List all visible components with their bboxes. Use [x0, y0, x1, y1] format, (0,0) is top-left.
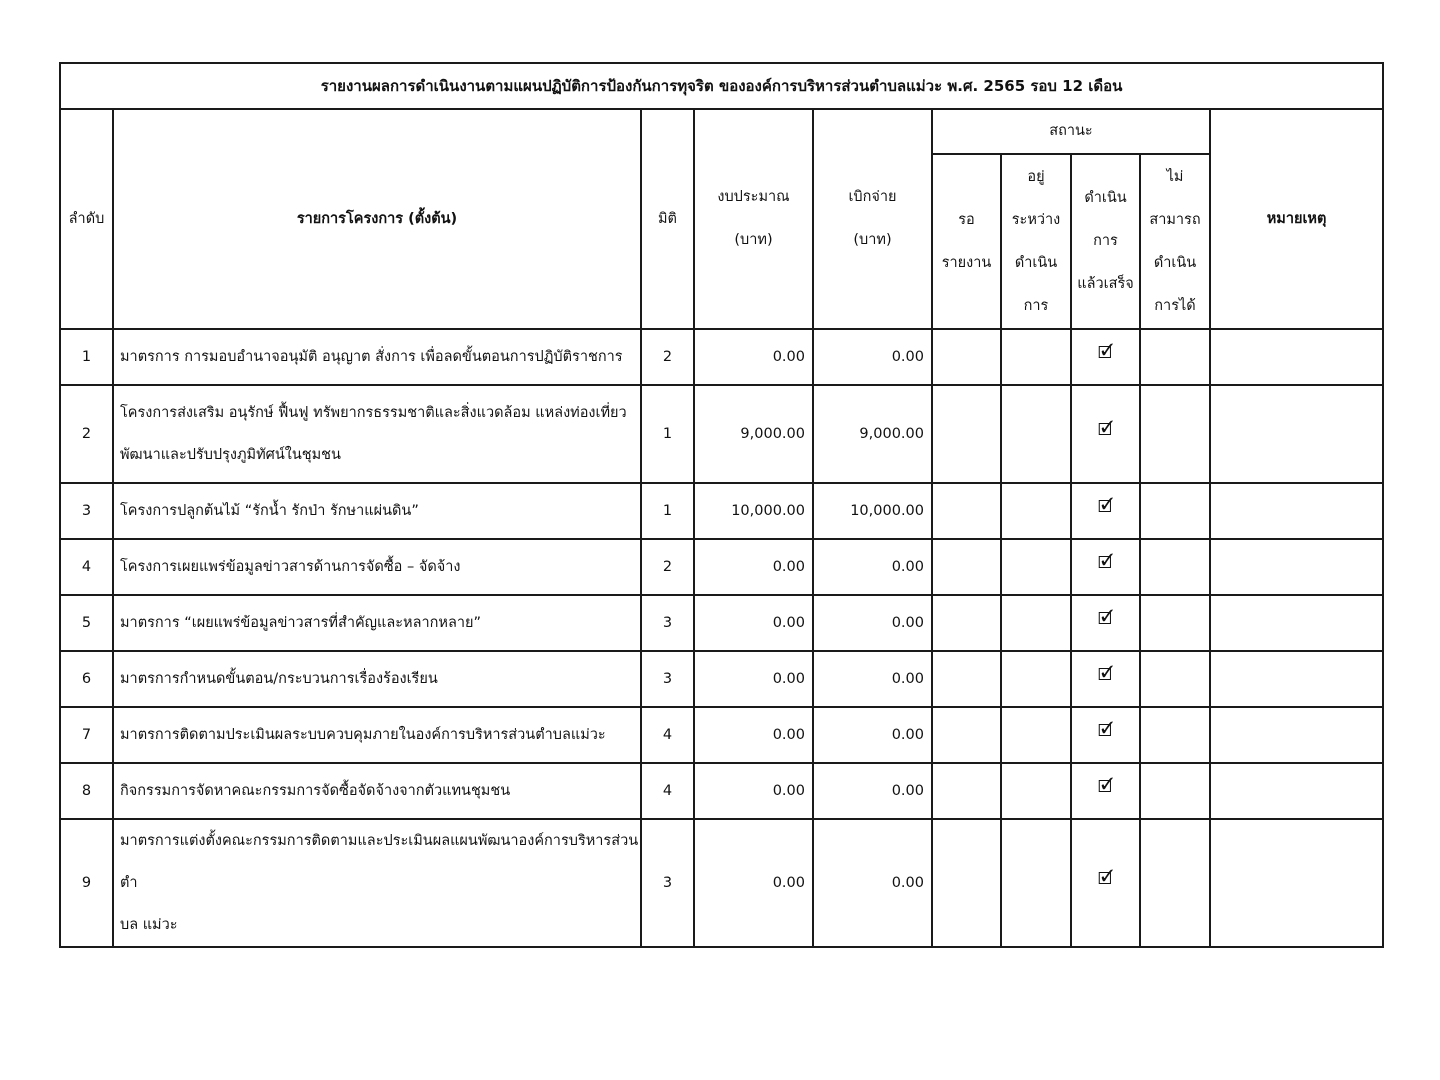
row-remark — [1210, 707, 1383, 763]
header-budget-line1: งบประมาณ — [717, 189, 790, 205]
row-project — [113, 595, 641, 651]
row-status-unable — [1140, 707, 1210, 763]
checkbox-checked-icon: 🗹 — [1097, 419, 1114, 440]
table-row — [60, 595, 1383, 651]
row-status-pending — [932, 819, 1001, 947]
table-row — [60, 707, 1383, 763]
row-status-in-progress — [1001, 385, 1071, 483]
row-no: 7 — [60, 707, 113, 763]
row-project-line: บล แม่วะ — [120, 917, 178, 933]
row-remark — [1210, 595, 1383, 651]
row-dimension: 3 — [641, 651, 694, 707]
row-budget: 0.00 — [694, 651, 813, 707]
header-status-pending-line: รอ — [958, 211, 975, 228]
checkbox-checked-icon: 🗹 — [1097, 664, 1114, 685]
row-status-unable — [1140, 539, 1210, 595]
header-dimension: มิติ — [641, 109, 694, 329]
header-status-unable — [1140, 154, 1210, 329]
row-status-pending — [932, 539, 1001, 595]
table-row — [60, 651, 1383, 707]
row-dimension: 1 — [641, 385, 694, 483]
row-dimension: 4 — [641, 763, 694, 819]
row-remark — [1210, 651, 1383, 707]
row-project-line: มาตรการติดตามประเมินผลระบบควบคุมภายในองค์การบริหารส่วนตำบลแม่วะ — [120, 727, 606, 743]
checkbox-checked-icon: 🗹 — [1097, 868, 1114, 889]
header-status-done-line: แล้วเสร็จ — [1077, 276, 1134, 292]
row-status-pending — [932, 385, 1001, 483]
header-spent-line2: (บาท) — [853, 232, 892, 248]
row-spent: 9,000.00 — [813, 385, 932, 483]
row-project-line: โครงการเผยแพร่ข้อมูลข่าวสารด้านการจัดซื้อ – จัดจ้าง — [120, 559, 461, 575]
header-no: ลำดับ — [60, 109, 113, 329]
checkbox-checked-icon: 🗹 — [1097, 496, 1114, 517]
report-table — [59, 62, 1384, 948]
row-dimension: 4 — [641, 707, 694, 763]
row-budget: 0.00 — [694, 329, 813, 385]
row-budget: 0.00 — [694, 763, 813, 819]
header-spent — [813, 109, 932, 329]
row-status-in-progress — [1001, 483, 1071, 539]
row-no: 3 — [60, 483, 113, 539]
row-status-in-progress — [1001, 819, 1071, 947]
header-remark: หมายเหตุ — [1210, 109, 1383, 329]
header-budget-line2: (บาท) — [734, 232, 773, 248]
row-dimension: 1 — [641, 483, 694, 539]
header-status-in-progress-line: การ — [1023, 297, 1049, 314]
row-project-line: กิจกรรมการจัดหาคณะกรรมการจัดซื้อจัดจ้างจากตัวแทนชุมชน — [120, 783, 511, 799]
header-status-done — [1071, 154, 1140, 329]
table-row — [60, 385, 1383, 483]
table-row — [60, 329, 1383, 385]
row-status-unable — [1140, 483, 1210, 539]
row-remark — [1210, 819, 1383, 947]
header-status-pending-line: รายงาน — [941, 254, 992, 271]
row-project-line: มาตรการแต่งตั้งคณะกรรมการติดตามและประเมินผลแผนพัฒนาองค์การบริหารส่วนตำ — [120, 833, 639, 891]
row-spent: 0.00 — [813, 819, 932, 947]
row-project — [113, 385, 641, 483]
row-budget: 10,000.00 — [694, 483, 813, 539]
row-project-line: มาตรการ “เผยแพร่ข้อมูลข่าวสารที่สำคัญและหลากหลาย” — [120, 615, 481, 631]
row-status-in-progress — [1001, 707, 1071, 763]
header-status-unable-line: สามารถ — [1149, 211, 1201, 228]
header-status-in-progress-line: ดำเนิน — [1014, 254, 1058, 271]
row-status-done — [1071, 329, 1140, 385]
row-spent: 10,000.00 — [813, 483, 932, 539]
row-dimension: 3 — [641, 595, 694, 651]
row-project — [113, 483, 641, 539]
row-status-unable — [1140, 819, 1210, 947]
row-budget: 0.00 — [694, 539, 813, 595]
row-status-done — [1071, 763, 1140, 819]
row-status-done — [1071, 651, 1140, 707]
header-status-done-line: ดำเนิน — [1084, 190, 1127, 206]
row-remark — [1210, 329, 1383, 385]
row-no: 1 — [60, 329, 113, 385]
row-remark — [1210, 763, 1383, 819]
row-status-unable — [1140, 763, 1210, 819]
row-project-line: พัฒนาและปรับปรุงภูมิทัศน์ในชุมชน — [120, 447, 341, 463]
row-no: 9 — [60, 819, 113, 947]
row-spent: 0.00 — [813, 707, 932, 763]
row-project — [113, 651, 641, 707]
header-budget — [694, 109, 813, 329]
row-spent: 0.00 — [813, 763, 932, 819]
row-status-unable — [1140, 385, 1210, 483]
row-project — [113, 819, 641, 947]
header-status-unable-line: ดำเนิน — [1153, 254, 1197, 271]
table-row — [60, 763, 1383, 819]
row-status-in-progress — [1001, 763, 1071, 819]
row-project — [113, 539, 641, 595]
row-status-in-progress — [1001, 651, 1071, 707]
row-dimension: 2 — [641, 539, 694, 595]
row-status-unable — [1140, 595, 1210, 651]
header-status-unable-line: ไม่ — [1166, 168, 1184, 185]
row-no: 4 — [60, 539, 113, 595]
row-spent: 0.00 — [813, 595, 932, 651]
row-status-in-progress — [1001, 329, 1071, 385]
row-status-in-progress — [1001, 539, 1071, 595]
row-project-line: โครงการปลูกต้นไม้ “รักน้ำ รักป่า รักษาแผ่นดิน” — [120, 503, 419, 519]
row-budget: 0.00 — [694, 707, 813, 763]
row-status-done — [1071, 595, 1140, 651]
row-status-pending — [932, 595, 1001, 651]
row-status-done — [1071, 819, 1140, 947]
row-budget: 0.00 — [694, 819, 813, 947]
header-status-unable-line: การได้ — [1154, 297, 1196, 314]
table-row — [60, 539, 1383, 595]
row-status-unable — [1140, 651, 1210, 707]
row-status-done — [1071, 707, 1140, 763]
checkbox-checked-icon: 🗹 — [1097, 776, 1114, 797]
header-status: สถานะ — [932, 109, 1210, 154]
row-remark — [1210, 539, 1383, 595]
row-project-line: มาตรการกำหนดขั้นตอน/กระบวนการเรื่องร้องเรียน — [120, 671, 438, 687]
row-dimension: 3 — [641, 819, 694, 947]
row-project — [113, 763, 641, 819]
row-spent: 0.00 — [813, 539, 932, 595]
table-row — [60, 819, 1383, 947]
row-status-unable — [1140, 329, 1210, 385]
row-budget: 0.00 — [694, 595, 813, 651]
row-spent: 0.00 — [813, 651, 932, 707]
header-spent-line1: เบิกจ่าย — [848, 189, 897, 205]
row-project-line: มาตรการ การมอบอำนาจอนุมัติ อนุญาต สั่งการ เพื่อลดขั้นตอนการปฏิบัติราชการ — [120, 349, 623, 365]
row-status-pending — [932, 483, 1001, 539]
report-title: รายงานผลการดำเนินงานตามแผนปฏิบัติการป้องกันการทุจริต ขององค์การบริหารส่วนตำบลแม่วะ พ.ศ. 2565 รอบ 12 เดือน — [60, 63, 1383, 109]
row-budget: 9,000.00 — [694, 385, 813, 483]
header-status-in-progress-line: ระหว่าง — [1011, 211, 1061, 228]
row-dimension: 2 — [641, 329, 694, 385]
row-remark — [1210, 483, 1383, 539]
row-status-in-progress — [1001, 595, 1071, 651]
header-status-pending — [932, 154, 1001, 329]
row-project — [113, 329, 641, 385]
row-project-line: โครงการส่งเสริม อนุรักษ์ ฟื้นฟู ทรัพยากรธรรมชาติและสิ่งแวดล้อม แหล่งท่องเที่ยว — [120, 405, 627, 421]
header-status-in-progress-line: อยู่ — [1027, 168, 1045, 185]
table-row — [60, 483, 1383, 539]
row-status-pending — [932, 763, 1001, 819]
header-status-done-line: การ — [1093, 233, 1118, 249]
row-spent: 0.00 — [813, 329, 932, 385]
checkbox-checked-icon: 🗹 — [1097, 608, 1114, 629]
row-no: 6 — [60, 651, 113, 707]
row-no: 8 — [60, 763, 113, 819]
checkbox-checked-icon: 🗹 — [1097, 720, 1114, 741]
row-project — [113, 707, 641, 763]
row-status-pending — [932, 329, 1001, 385]
header-status-in-progress — [1001, 154, 1071, 329]
row-status-pending — [932, 707, 1001, 763]
row-no: 5 — [60, 595, 113, 651]
row-status-done — [1071, 483, 1140, 539]
header-project: รายการโครงการ (ตั้งต้น) — [113, 109, 641, 329]
row-no: 2 — [60, 385, 113, 483]
row-status-pending — [932, 651, 1001, 707]
row-status-done — [1071, 385, 1140, 483]
row-remark — [1210, 385, 1383, 483]
checkbox-checked-icon: 🗹 — [1097, 552, 1114, 573]
checkbox-checked-icon: 🗹 — [1097, 342, 1114, 363]
row-status-done — [1071, 539, 1140, 595]
